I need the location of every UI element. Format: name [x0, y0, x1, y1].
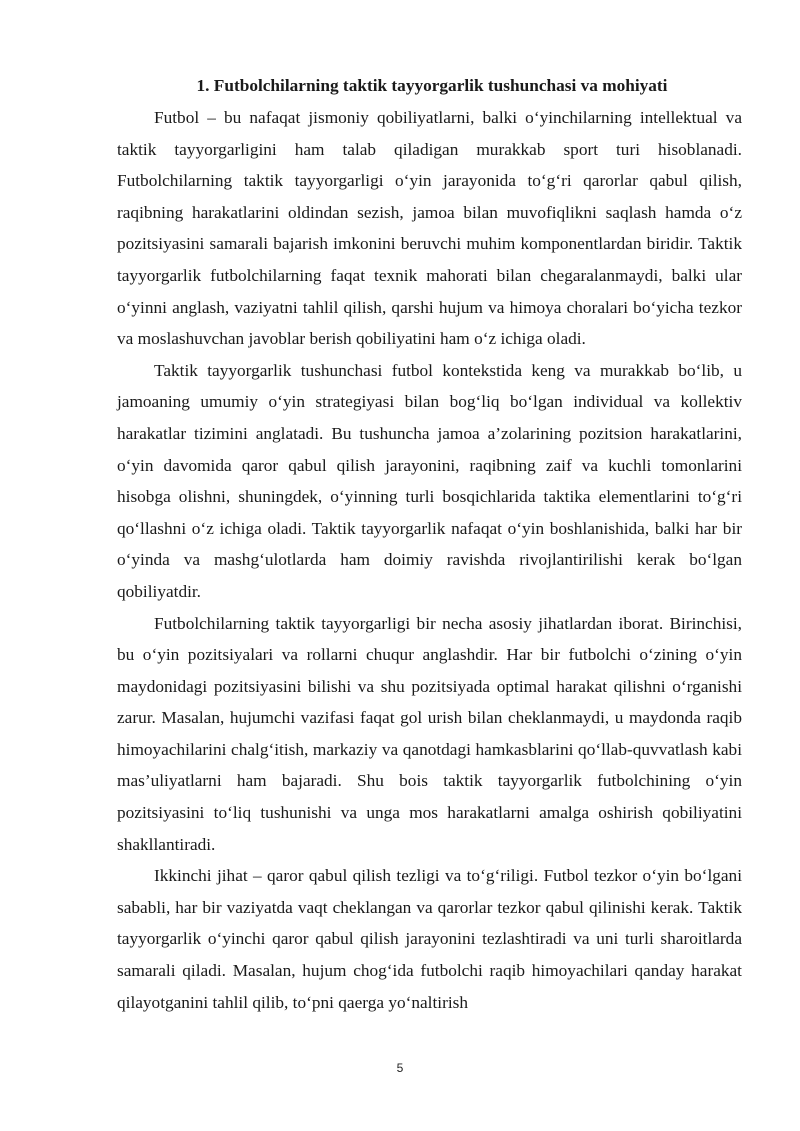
section-heading: 1. Futbolchilarning taktik tayyorgarlik tushunchasi va mohiyati [196, 76, 668, 95]
paragraph-3: Futbolchilarning taktik tayyorgarligi bir necha asosiy jihatlardan iborat. Birinchisi, bu o‘yin pozitsiyalari va rollarni chuqur anglashdir. Har bir futbolchi o‘zining o‘yin maydonidagi pozitsiyasini bilishi va shu pozitsiyada optimal harakat qilishni o‘rganishi zarur. Masalan, hujumchi vazifasi faqat gol urish bilan cheklanmaydi, u maydonda raqib himoyachilarini chalg‘itish, markaziy va qanotdagi hamkasblarini qo‘llab-quvvatlash kabi mas’uliyatlarni ham bajaradi. Shu bois taktik tayyorgarlik futbolchining o‘yin pozitsiyasini to‘liq tushunishi va unga mos harakatlarni amalga oshirish qobiliyatini shakllantiradi. [117, 613, 742, 854]
page-number: 5 [396, 1061, 404, 1075]
paragraph-1: Futbol – bu nafaqat jismoniy qobiliyatlarni, balki o‘yinchilarning intellektual va taktik tayyorgarligini ham talab qiladigan murakkab sport turi hisoblanadi. Futbolchilarning taktik tayyorgarligi o‘yin jarayonida to‘g‘ri qarorlar qabul qilish, raqibning harakatlarini oldindan sezish, jamoa bilan muvofiqlikni saqlash hamda o‘z pozitsiyasini samarali bajarish imkonini beruvchi muhim komponentlardan biridir. Taktik tayyorgarlik futbolchilarning faqat texnik mahorati bilan chegaralanmaydi, balki ular o‘yinni anglash, vaziyatni tahlil qilish, qarshi hujum va himoya choralari bo‘yicha tezkor va moslashuvchan javoblar berish qobiliyatini ham o‘z ichiga oladi. [117, 108, 742, 349]
paragraph-2: Taktik tayyorgarlik tushunchasi futbol kontekstida keng va murakkab bo‘lib, u jamoaning umumiy o‘yin strategiyasi bilan bog‘liq bo‘lgan individual va kollektiv harakatlar tizimini anglatadi. Bu tushuncha jamoa a’zolarining pozitsion harakatlarini, o‘yin davomida qaror qabul qilish jarayonini, raqibning zaif va kuchli tomonlarini hisobga olishni, shuningdek, o‘yinning turli bosqichlarida taktika elementlarini to‘g‘ri qo‘llashni o‘z ichiga oladi. Taktik tayyorgarlik nafaqat o‘yin boshlanishida, balki har bir o‘yinda va mashg‘ulotlarda ham doimiy ravishda rivojlantirilishi kerak bo‘lgan qobiliyatdir. [117, 360, 742, 601]
paragraph-4: Ikkinchi jihat – qaror qabul qilish tezligi va to‘g‘riligi. Futbol tezkor o‘yin bo‘lgani sababli, har bir vaziyatda vaqt cheklangan va qarorlar tezkor qabul qilinishi kerak. Taktik tayyorgarlik o‘yinchi qaror qabul qilish jarayonini tezlashtiradi va uni turli sharoitlarda samarali qiladi. Masalan, hujum chog‘ida futbolchi raqib himoyachilari qanday harakat qilayotganini tahlil qilib, to‘pni qaerga yo‘naltirish [117, 866, 742, 1012]
document-page [117, 70, 742, 1018]
